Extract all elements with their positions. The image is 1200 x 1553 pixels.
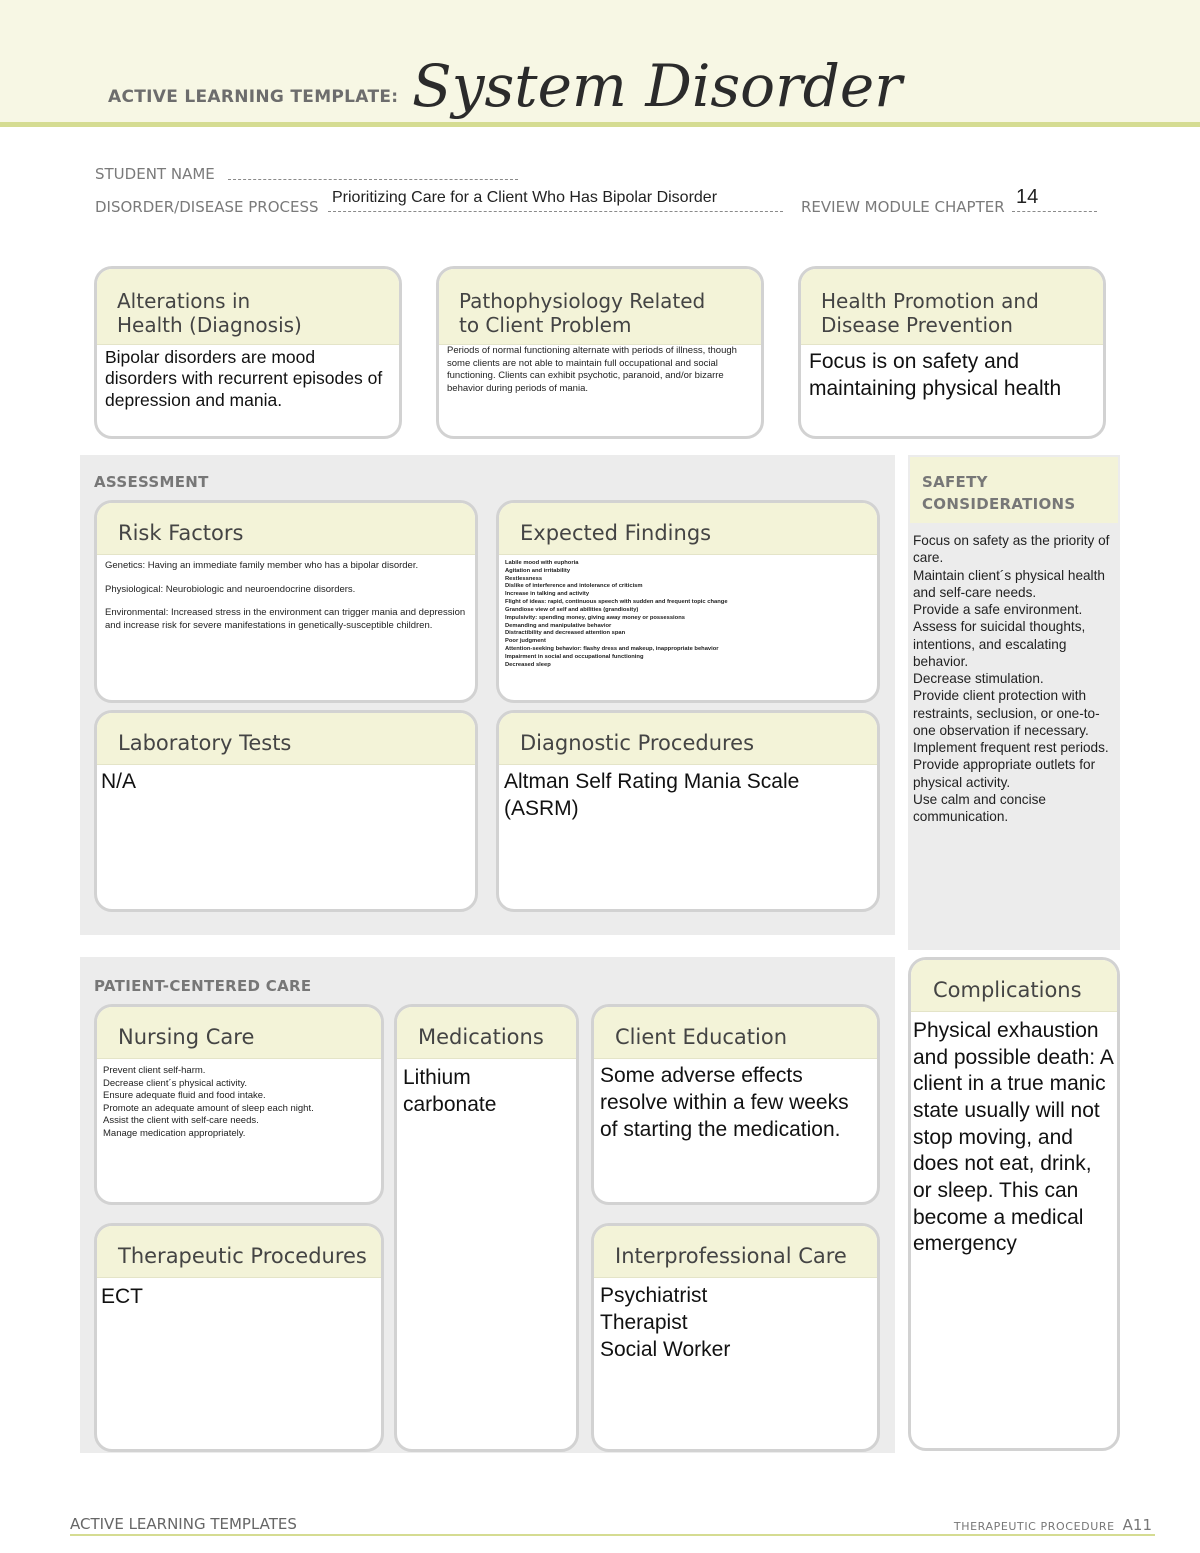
finding-item: Decreased sleep [505, 661, 551, 668]
disorder-field[interactable]: Prioritizing Care for a Client Who Has Bipolar Disorder [332, 189, 718, 206]
finding-item: Demanding and manipulative behavior [505, 622, 612, 629]
laboratory-tests-title: Laboratory Tests [97, 713, 475, 765]
client-education-body[interactable]: Some adverse effects resolve within a few weeks of starting the medication. [600, 1064, 849, 1141]
alterations-header [97, 269, 399, 345]
disorder-line [328, 210, 783, 212]
risk-factor-environmental: Environmental: Increased stress in the environment can trigger mania and depression and increase risk for severe manifestations in genetically-susceptible children. [105, 607, 466, 631]
risk-factor-genetics: Genetics: Having an immediate family member who has a bipolar disorder. [105, 560, 419, 571]
alterations-title-line2: Health (Diagnosis) [117, 313, 302, 337]
complications-body[interactable]: Physical exhaustion and possible death: A client in a true manic state usually will not stop moving, and does not eat, drink, or sleep. This can become a medical emergency [913, 1019, 1113, 1256]
therapeutic-procedures-box [94, 1223, 384, 1452]
client-education-title: Client Education [594, 1007, 877, 1059]
health-promotion-title-line1: Health Promotion and [821, 289, 1039, 313]
pathophysiology-box [436, 266, 764, 439]
footer-rule [70, 1534, 1155, 1536]
footer-section-label: THERAPEUTIC PROCEDURE [953, 1520, 1115, 1533]
footer-page-number: A11 [1122, 1516, 1152, 1534]
laboratory-tests-box [94, 710, 478, 912]
medications-body[interactable]: Lithium carbonate [403, 1066, 497, 1116]
template-label: ACTIVE LEARNING TEMPLATE: [108, 87, 399, 107]
finding-item: Dislike of interference and intolerance of criticism [505, 583, 643, 590]
complications-box [908, 957, 1120, 1451]
complications-title: Complications [911, 960, 1117, 1012]
safety-label-line1: SAFETY [922, 473, 988, 491]
interprofessional-care-body[interactable]: Psychiatrist Therapist Social Worker [600, 1284, 731, 1361]
diagnostic-procedures-body[interactable]: Altman Self Rating Mania Scale (ASRM) [504, 770, 800, 820]
safety-label [922, 472, 1076, 516]
header-rule [0, 122, 1200, 127]
expected-findings-box [496, 500, 880, 703]
finding-item: Distractibility and decreased attention span [505, 630, 626, 637]
student-name-label: STUDENT NAME [95, 165, 215, 183]
interprofessional-care-title: Interprofessional Care [594, 1226, 877, 1278]
alterations-title-line1: Alterations in [117, 289, 251, 313]
risk-factor-physiological: Physiological: Neurobiologic and neuroendocrine disorders. [105, 583, 356, 595]
alterations-in-health-box [94, 266, 402, 439]
finding-item: Grandiose view of self and abilities (grandiosity) [505, 606, 639, 613]
footer-left-label: ACTIVE LEARNING TEMPLATES [70, 1515, 297, 1533]
patient-centered-care-label: PATIENT-CENTERED CARE [94, 977, 312, 995]
health-promotion-title-line2: Disease Prevention [821, 313, 1013, 337]
safety-body[interactable]: Focus on safety as the priority of care. Maintain client´s physical health and self-care needs. Provide a safe environment. Assess for suicidal thoughts, intentions, and escalating behavior. Decrease stimulation. Provide client protection with restraints, seclusion, or one-to-one observation if necessary. Implement frequent rest periods. Provide appropriate outlets for physical activity. Use calm and concise communication. [913, 533, 1110, 824]
student-name-line [228, 178, 518, 180]
finding-item: Poor judgment [505, 638, 546, 645]
alterations-body[interactable]: Bipolar disorders are mood disorders with recurrent episodes of depression and mania. [105, 347, 383, 410]
nursing-care-title: Nursing Care [97, 1007, 381, 1059]
interprofessional-care-box [591, 1223, 880, 1452]
pathophysiology-header [439, 269, 761, 345]
therapeutic-procedures-body[interactable]: ECT [101, 1285, 143, 1308]
expected-findings-title: Expected Findings [499, 503, 877, 555]
client-education-box [591, 1004, 880, 1205]
finding-item: Impulsivity: spending money, giving away money or possessions [505, 614, 685, 621]
therapeutic-procedures-title: Therapeutic Procedures [97, 1226, 381, 1278]
diagnostic-procedures-box [496, 710, 880, 912]
nursing-care-box [94, 1004, 384, 1205]
page-title: System Disorder [412, 52, 902, 120]
finding-item: Impairment in social and occupational functioning [505, 653, 644, 660]
pathophysiology-title-line2: to Client Problem [459, 313, 632, 337]
health-promotion-box [798, 266, 1106, 439]
health-promotion-header [801, 269, 1103, 345]
risk-factors-title: Risk Factors [97, 503, 475, 555]
expected-findings-body[interactable] [499, 555, 877, 674]
health-promotion-body[interactable]: Focus is on safety and maintaining physical health [809, 350, 1062, 400]
laboratory-tests-body[interactable]: N/A [101, 770, 137, 793]
chapter-field[interactable]: 14 [1016, 186, 1039, 208]
risk-factors-box [94, 500, 478, 703]
finding-item: Increase in talking and activity [505, 591, 590, 598]
pathophysiology-body[interactable]: Periods of normal functioning alternate with periods of illness, though some clients are not able to maintain full occupational and social functioning. Clients can exhibit psychotic, paranoid, and/or bizarre behavior during periods of mania. [447, 345, 737, 394]
finding-item: Labile mood with euphoria [505, 560, 579, 566]
nursing-care-body[interactable]: Prevent client self-harm. Decrease client´s physical activity. Ensure adequate fluid and food intake. Promote an adequate amount of sleep each night. Assist the client with self-care needs. Manage medication appropriately. [103, 1065, 314, 1139]
medications-title: Medications [397, 1007, 576, 1059]
footer-right [954, 1516, 1152, 1534]
finding-item: Flight of ideas: rapid, continuous speech with sudden and frequent topic change [505, 599, 728, 606]
assessment-label: ASSESSMENT [94, 473, 209, 491]
pathophysiology-title-line1: Pathophysiology Related [459, 289, 706, 313]
finding-item: Agitation and irritability [505, 567, 571, 574]
safety-label-line2: CONSIDERATIONS [922, 494, 1076, 513]
finding-item: Attention-seeking behavior: flashy dress and makeup, inappropriate behavior [505, 645, 719, 652]
medications-box [394, 1004, 579, 1452]
finding-item: Restlessness [505, 575, 543, 582]
chapter-line [1012, 210, 1097, 212]
chapter-label: REVIEW MODULE CHAPTER [801, 198, 1005, 216]
diagnostic-procedures-title: Diagnostic Procedures [499, 713, 877, 765]
risk-factors-body[interactable] [97, 555, 475, 637]
disorder-label: DISORDER/DISEASE PROCESS [95, 198, 319, 216]
